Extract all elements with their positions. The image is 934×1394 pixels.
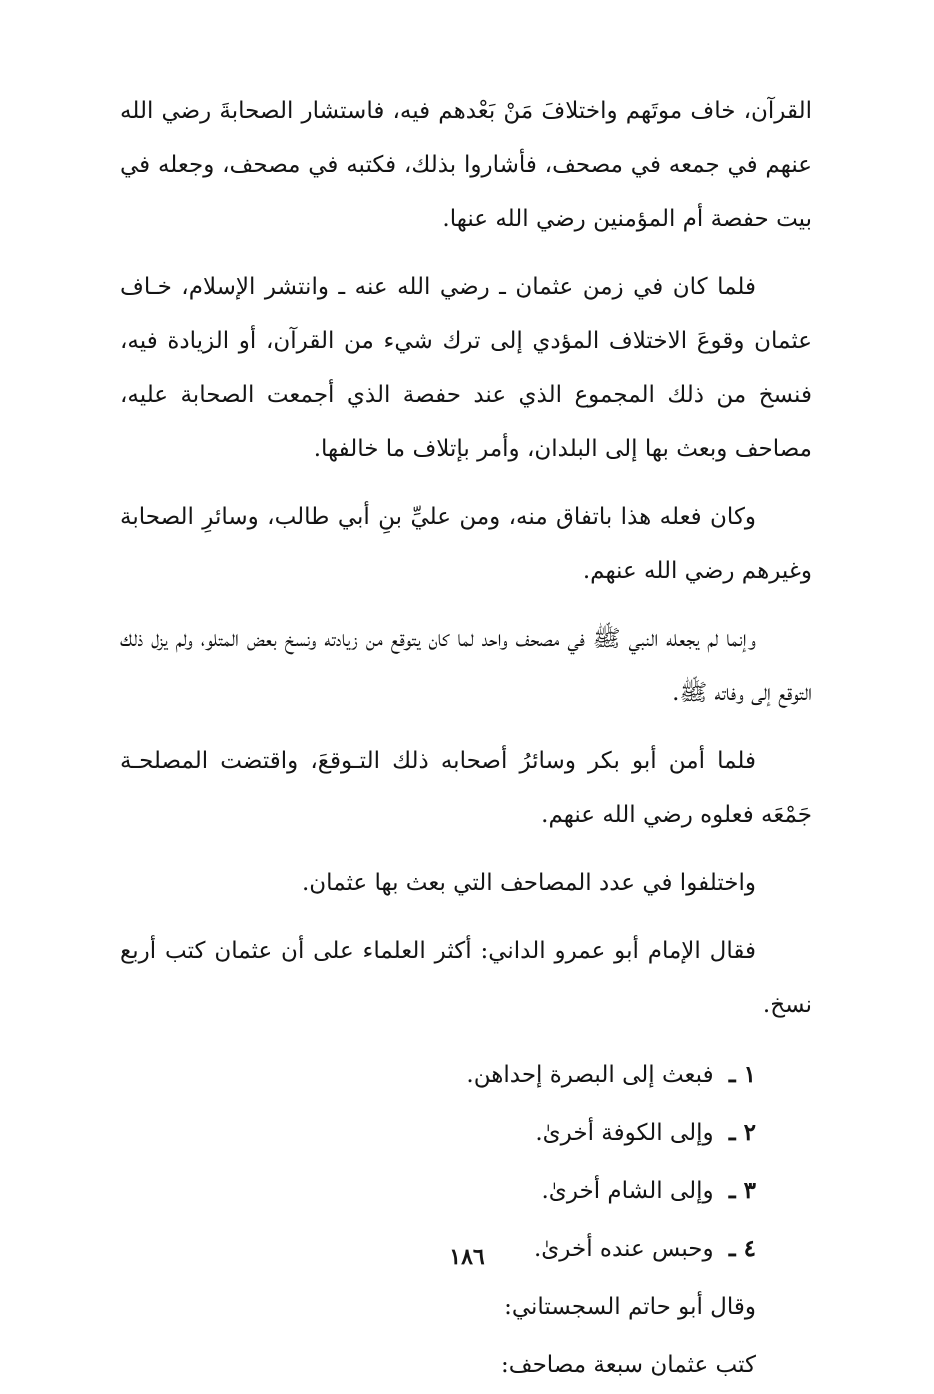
list-text: وحبس عنده أخرىٰ.	[533, 1236, 714, 1262]
paragraph: فلما كان في زمن عثمان ـ رضي الله عنه ـ وانتشر الإسلام، خـاف عثمان وقوعَ الاختلاف المؤدي إلى ترك شيء من القرآن، أو الزيادة فيه، فنسخ من ذلك المجموع الذي عند حفصة الذي أجمعت الصحابة عليه، مصاحف وبعث بها إلى البلدان، وأمر بإتلاف ما خالفها.	[120, 274, 812, 462]
list-number: ٢ ـ	[728, 1119, 756, 1146]
list-number: ٤ ـ	[728, 1235, 756, 1262]
list-text: وإلى الشام أخرىٰ.	[541, 1178, 714, 1204]
list-text: فبعث إلى البصرة إحداهن.	[466, 1062, 714, 1088]
closing-line: وقال أبو حاتم السجستاني:	[504, 1294, 756, 1320]
page-body	[120, 84, 812, 1394]
list-number: ٣ ـ	[728, 1177, 756, 1204]
page-number: ١٨٦	[449, 1244, 485, 1270]
paragraph: القرآن، خاف موتَهم واختلافَ مَنْ بَعْدهم فيه، فاستشار الصحابةَ رضي الله عنهم في جمعه في مصحف، فأشاروا بذلك، فكتبه في مصحف، وجعله في بيت حفصة أم المؤمنين رضي الله عنها.	[120, 98, 812, 232]
paragraph: واختلفوا في عدد المصاحف التي بعث بها عثمان.	[301, 870, 756, 896]
paragraph: فقال الإمام أبو عمرو الداني: أكثر العلماء على أن عثمان كتب أربع نسخ.	[120, 938, 812, 1018]
paragraph: فلما أمن أبو بكر وسائرُ أصحابه ذلك التـوقعَ، واقتضت المصلحـة جَمْعَه فعلوه رضي الله عنهم.	[120, 748, 812, 828]
closing-line: كتب عثمان سبعة مصاحف:	[501, 1352, 756, 1378]
paragraph: وإنما لم يجعله النبي ﷺ في مصحف واحد لما كان يتوقع من زيادته ونسخ بعض المتلو، ولم يزل ذلك التوقع إلى وفاته ﷺ.	[120, 626, 812, 706]
list-item	[120, 1046, 756, 1104]
list-item	[120, 1104, 756, 1162]
list-number: ١ ـ	[728, 1061, 756, 1088]
paragraph: وكان فعله هذا باتفاق منه، ومن عليِّ بنِ أبي طالب، وسائرِ الصحابة وغيرهم رضي الله عنهم.	[120, 504, 812, 584]
list-item	[120, 1162, 756, 1220]
list-text: وإلى الكوفة أخرىٰ.	[535, 1120, 714, 1146]
